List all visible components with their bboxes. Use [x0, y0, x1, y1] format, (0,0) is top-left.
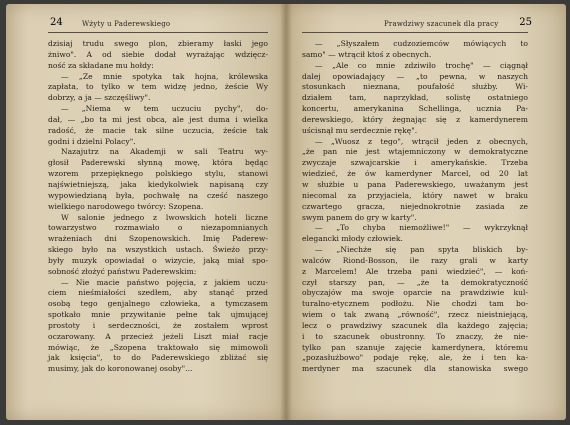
text-line: — „Niechże się pan spyta bliskich by- — [315, 245, 528, 255]
text-line: skiego było na wszystkich ustach. Świeżo przy- — [48, 245, 268, 255]
text-line: merdyner ma szacunek dla stanowiska swego — [302, 364, 528, 374]
page-body-text — [302, 39, 528, 375]
text-line: elegancki młody człowiek. — [302, 234, 403, 244]
text-line: dalej opowiadający — „to pewna, w naszych — [302, 71, 528, 81]
text-line: żniwo". A od siebie dodał wyrażając wdzięcz- — [48, 49, 268, 59]
text-line: głosił Paderewski słynną mowę, która będąc — [48, 158, 268, 168]
header-rule — [302, 32, 528, 33]
text-line: — „Ze mnie spotyka tak hojna, królewska — [61, 71, 268, 81]
text-line: wrażeniach dni Szopenowskich. Imię Paderew- — [48, 234, 268, 244]
text-line: i to szacunek obustronny. To znaczy, że nie- — [302, 331, 528, 341]
book-gutter — [280, 4, 292, 420]
text-line: zwyczaje szwajcarskie i amerykańskie. Trzeba — [302, 158, 528, 168]
text-line: musimy, jak do koronowanej osoby"... — [48, 364, 193, 374]
text-line: obyczajów ma swoje oparcie na prawdziwie kul- — [302, 288, 528, 298]
text-line: w służbie u pana Paderewskiego, uważanym jest — [302, 179, 528, 189]
text-line: wiedzieć, że ów kamerdyner Marcel, od 20 lat — [302, 169, 528, 179]
text-line: godni i dzielni Polacy". — [48, 136, 136, 146]
text-line: — „Słyszałem cudzoziemców mówiących to — [315, 39, 528, 48]
page-number: 24 — [50, 17, 63, 28]
text-line: dał, — „bo ta mi jest obca, ale jest duma i wielka — [48, 114, 268, 124]
text-line: dobrzy, a ja — szczęśliwy". — [48, 93, 151, 103]
text-line: spotkało mnie przywitanie pełne tak ujmującej — [48, 310, 268, 320]
text-line: wiem o tak zwaną „równość", rzecz nieistniejącą, — [302, 310, 528, 320]
text-line: koncertu, amerykanina Schellinga, ucznia Pa- — [302, 104, 528, 114]
text-line: zapłata, to tylko w tem widzę jedno, żeście Wy — [48, 82, 268, 92]
text-line: jak księcia", to do Paderewskiego zbliżać się — [48, 353, 268, 363]
text-line: były muzyk opowiadał o wizycie, jaką miał spo- — [48, 255, 268, 265]
running-head: Prawdziwy szacunek dla pracy — [384, 20, 499, 28]
text-line: „że pan nie jest wtajemniczony w demokratyczne — [302, 147, 528, 157]
text-line: — „To chyba niemożliwe!" — wykrzyknął — [315, 223, 528, 233]
open-book — [6, 4, 566, 420]
text-line: — „Niema w tem uczuciu pychy", do- — [61, 104, 268, 114]
text-line: wielkiego narodowego twórcy: Szopena. — [48, 201, 204, 211]
text-line: derewskiego, który żegnając się z kamerdynerem — [302, 114, 528, 124]
text-line: z Marcelem! Ale trzeba pani wiedzieć", — koń- — [302, 266, 528, 276]
text-line: swym panem do gry w karty". — [302, 212, 417, 222]
text-line: mówiąc, że „Szopena traktowało się mimowoli — [48, 342, 268, 352]
text-line: czwartego gracza, niejednokrotnie zasiada ze — [302, 201, 528, 211]
text-line: turalno-etycznem podłożu. Nie chodzi tam bo- — [302, 299, 528, 309]
text-line: — „Wuosz z tego", wtrącił jeden z obecnych, — [315, 136, 528, 146]
text-line: samo" — wtrącił ktoś z obecnych. — [302, 49, 432, 59]
text-line: ciem nieśmiałości szedłem, aby stanąć przed — [48, 288, 268, 298]
text-line: oczarowany. A przecież jeżeli Liszt miał racje — [48, 331, 268, 341]
text-line: działem tam, naprzykład, solistę ostatniego — [302, 93, 528, 103]
text-line: „pozasłużbowo" podaje rękę, ale, że i ten ka- — [302, 353, 528, 363]
text-line: Nazajutrz na Akademji w sali Teatru wy- — [61, 147, 268, 157]
header-rule — [48, 32, 268, 33]
right-page — [286, 4, 566, 420]
text-line: tylko pan szanuje zajęcie kamerdynera, któremu — [302, 342, 528, 352]
text-line: osobą tego genjalnego człowieka, a tymczasem — [48, 299, 268, 309]
text-line: uścisnął mu serdecznie rękę". — [302, 125, 418, 135]
text-line: niecomal za przyjaciela, który nawet w braku — [302, 190, 528, 200]
text-line: — Nie macie państwo pojęcia, z jakiem uczu- — [61, 277, 268, 287]
text-line: ność za składane mu hołdy: — [48, 60, 154, 70]
text-line: wypowiedzianą była, pochwałę na cześć naszego — [48, 190, 268, 200]
text-line: sobność złożyć państwu Paderewskim: — [48, 266, 197, 276]
text-line: czył starszy pan, — „że ta demokratyczność — [302, 277, 528, 287]
text-line: dzisiaj trudu swego plon, zbieramy łaski jego — [48, 39, 268, 48]
page-body-text — [48, 39, 268, 375]
text-line: najświetniejszą, jaka kiedykolwiek napisaną czy — [48, 179, 268, 189]
page-number: 25 — [519, 17, 532, 28]
text-line: towarzystwo rozmawiało o niezapomnianych — [48, 223, 268, 233]
text-line: stosunkach nieznana, poufałość służby. Wi- — [302, 82, 528, 92]
text-line: radość, że macie tak silne uczucia, żeście tak — [48, 125, 268, 135]
running-head: Wżyty u Paderewskiego — [82, 20, 171, 28]
text-line: lecz o prawdziwy szacunek dla każdego zajęcia; — [302, 320, 528, 330]
text-line: W salonie jednego z lwowskich hoteli liczne — [61, 212, 268, 222]
text-line: prostoty i serdeczności, że zostałem wprost — [48, 320, 268, 330]
left-page — [6, 4, 286, 420]
text-line: wzorem przepięknego polskiego stylu, stanowi — [48, 169, 268, 179]
text-line: — „Ale co mnie zdziwiło trochę" — ciągnął — [315, 60, 528, 70]
text-line: walców Riond-Bosson, ile razy grali w karty — [302, 255, 528, 265]
